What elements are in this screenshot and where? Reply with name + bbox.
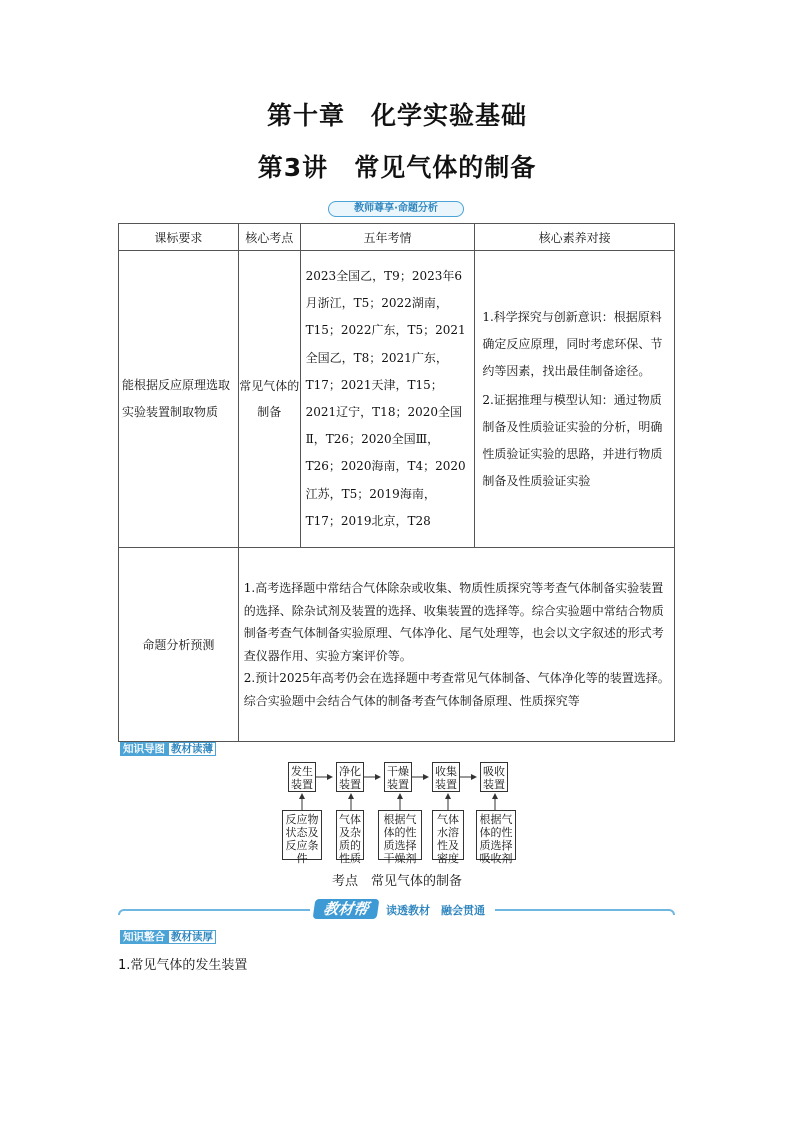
flow-basis-4: 气体水溶性及密度 bbox=[432, 810, 464, 860]
analysis-table bbox=[118, 223, 675, 742]
header-years: 五年考情 bbox=[300, 224, 475, 251]
flow-step-5: 吸收装置 bbox=[480, 762, 508, 792]
lecture-name: 常见气体的制备 bbox=[354, 153, 537, 182]
flow-basis-2: 气体及杂质的性质 bbox=[336, 810, 364, 860]
flow-step-2: 净化装置 bbox=[336, 762, 364, 792]
knowledge-map-tag bbox=[120, 742, 216, 756]
flow-step-1: 发生装置 bbox=[288, 762, 316, 792]
flow-diagram bbox=[270, 762, 530, 865]
years-cell: 2023全国乙，T9；2023年6月浙江，T5；2022湖南，T15；2022广东，T5；2021全国乙，T8；2021广东，T17；2021天津，T15；2021辽宁，T18；2020全国Ⅱ，T26；2020全国Ⅲ，T26；2020海南，T4；2020江苏，T5；2019海南，T17；2019北京，T28 bbox=[300, 251, 475, 548]
literacy-cell bbox=[475, 251, 675, 548]
prediction-cell bbox=[238, 548, 674, 742]
flow-basis-5: 根据气体的性质选择吸收剂 bbox=[476, 810, 516, 860]
tag-label: 知识整合 bbox=[120, 930, 168, 944]
chapter-number: 第十章 bbox=[266, 101, 345, 130]
diagram-caption: 考点 常见气体的制备 bbox=[331, 874, 462, 889]
flow-basis-1: 反应物状态及反应条件 bbox=[282, 810, 322, 860]
prediction-row bbox=[119, 548, 675, 742]
header-literacy: 核心素养对接 bbox=[475, 224, 675, 251]
divider-right bbox=[495, 909, 675, 915]
knowledge-integration-tag bbox=[120, 930, 216, 944]
literacy-item-2: 2.证据推理与模型认知：通过物质制备及性质验证实验的分析，明确性质验证实验的思路，并进行物质制备及性质验证实验 bbox=[482, 392, 663, 488]
lecture-title bbox=[0, 148, 794, 184]
header-keypoint: 核心考点 bbox=[238, 224, 300, 251]
teacher-analysis-banner: 教师尊享·命题分析 bbox=[328, 201, 464, 217]
lecture-number: 第3讲 bbox=[257, 153, 329, 182]
section-heading: 1.常见气体的发生装置 bbox=[118, 958, 248, 973]
literacy-item-1: 1.科学探究与创新意识：根据原料确定反应原理，同时考虑环保、节约等因素，找出最佳制备途径。 bbox=[482, 309, 663, 378]
flow-step-3: 干燥装置 bbox=[384, 762, 412, 792]
header-requirement: 课标要求 bbox=[119, 224, 239, 251]
section-bar bbox=[118, 898, 675, 924]
prediction-label: 命题分析预测 bbox=[119, 548, 239, 742]
textbook-badge: 教材帮 bbox=[313, 899, 380, 919]
flow-basis-3: 根据气体的性质选择干燥剂 bbox=[378, 810, 422, 860]
tag-sublabel: 教材读厚 bbox=[168, 930, 216, 944]
tag-label: 知识导图 bbox=[120, 742, 168, 756]
keypoint-cell: 常见气体的制备 bbox=[238, 251, 300, 548]
section-slogan: 读透教材 融会贯通 bbox=[386, 904, 485, 917]
table-header-row bbox=[119, 224, 675, 251]
table-row bbox=[119, 251, 675, 548]
requirement-cell: 能根据反应原理选取实验装置制取物质 bbox=[119, 251, 239, 548]
prediction-item-1: 1.高考选择题中常结合气体除杂或收集、物质性质探究等考查气体制备实验装置的选择、除杂试剂及装置的选择、收集装置的选择等。综合实验题中常结合物质制备考查气体制备实验原理、气体净化、尾气处理等，也会以文字叙述的形式考查仪器作用、实验方案评价等。 bbox=[243, 581, 664, 663]
flow-step-4: 收集装置 bbox=[432, 762, 460, 792]
prediction-item-2: 2.预计2025年高考仍会在选择题中考查常见气体制备、气体净化等的装置选择。综合实验题中会结合气体的制备考查气体制备原理、性质探究等 bbox=[243, 671, 670, 708]
tag-sublabel: 教材读薄 bbox=[168, 742, 216, 756]
divider-left bbox=[118, 909, 310, 915]
chapter-title bbox=[0, 96, 794, 132]
chapter-name: 化学实验基础 bbox=[371, 101, 528, 130]
